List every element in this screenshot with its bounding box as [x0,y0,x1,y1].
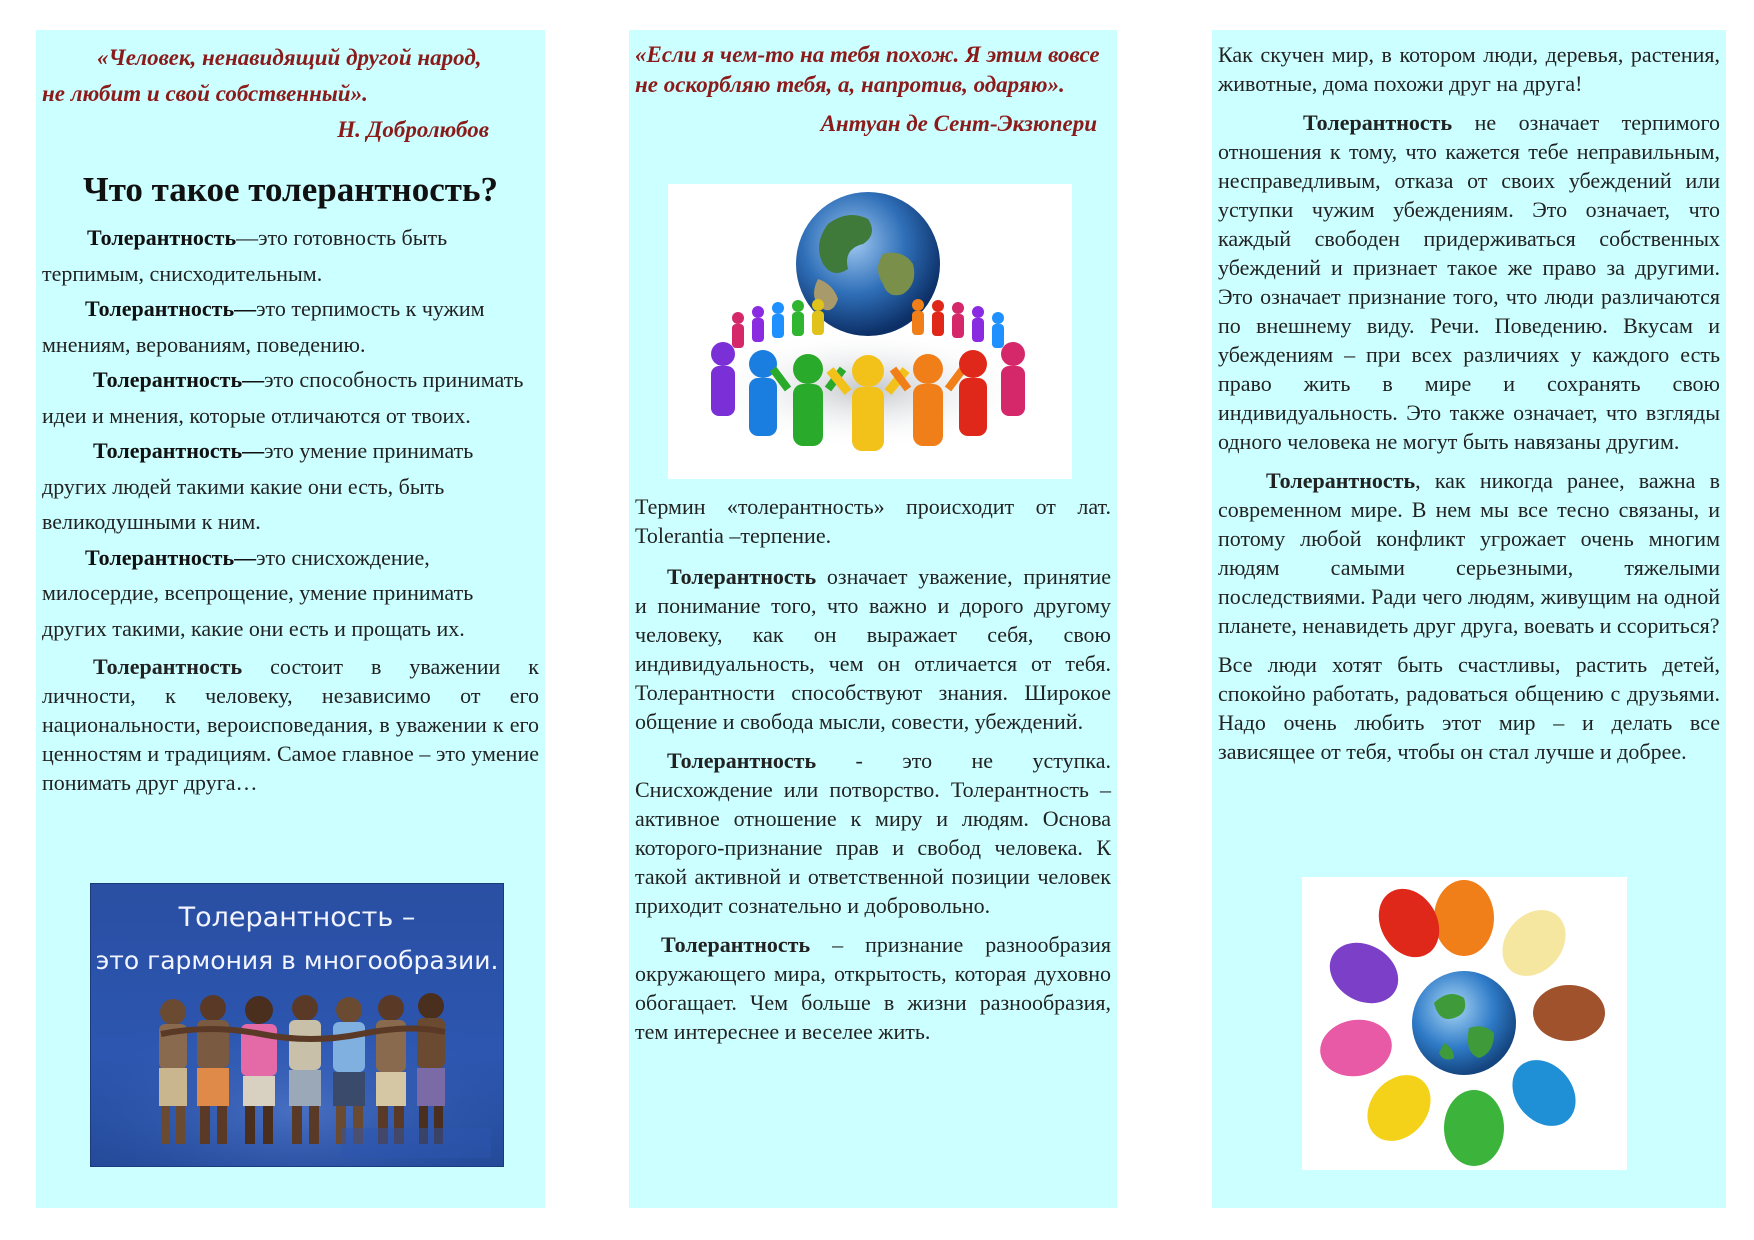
not-concession-text: - это не уступка. Снисхождение или потворство. Толерантность – активное отношение к миру и людям. Основа которого-признание прав и свобод человека. К такой активной и ответственной позиции человек приходит сознательно и добровольно. [635,748,1111,918]
diversity-para [635,930,1111,1046]
definition-para [42,433,539,540]
term-origin-para: Термин «толерантность» происходит от лат. Tolerantia –терпение. [635,494,1111,548]
diversity-text: – признание разнообразия окружающего мира, открытость, которая духовно обогащает. Чем больше в жизни разнообразия, тем интереснее и веселее жить. [635,932,1111,1044]
respect-para [635,562,1111,736]
term-bold: Толерантность [87,225,237,250]
term-bold: Толерантность— [85,296,257,321]
definition-para [42,362,539,433]
children-illustration [91,884,503,1166]
hands-globe-image [1302,877,1627,1170]
definition-para [42,220,539,291]
quote-author: Н. Добролюбов [337,117,489,142]
quote-line-1: «Человек, ненавидящий другой народ, [97,45,482,70]
term-bold: Толерантность— [93,438,265,463]
quote-line-2: не любит и свой собственный». [42,81,368,106]
exupery-author: Антуан де Сент-Экзюпери [820,111,1097,136]
term-bold: Толерантность [667,748,817,773]
definition-text: —это готовность быть терпимым, снисходительным. [42,225,448,286]
term-bold: Толерантность [1303,110,1453,135]
not-concession-para [635,746,1111,920]
globe-illustration [668,184,1072,479]
exupery-quote: «Если я чем-то на тебя похож. Я этим вовсе не оскорбляю тебя, а, напротив, одаряю». [635,42,1100,97]
modern-world-para [1218,466,1720,640]
not-tolerance-text: не означает терпимого отношения к тому, что кажется тебе неправильным, несправедливым, отказа от своих убеждений или уступки чужим убеждениям. Это означает, что каждый свободен придерживаться собственных убеждений и признает такое же право за другими. Это означает признание того, что люди различаются по внешнему виду. Речи. Поведению. Вкусам и убеждениям – при всех различиях у каждого есть право жить в мире и сохранять свою индивидуальность. Это также означает, что взгляды одного человека не могут быть навязаны другим. [1218,110,1720,454]
definition-text: это способность принимать идеи и мнения, которые отличаются от твоих. [42,367,524,428]
definition-para [42,540,539,647]
hands-illustration [1302,877,1627,1170]
term-bold: Толерантность [661,932,811,957]
term-bold: Толерантность— [85,544,257,570]
page-title: Что такое толерантность? [83,170,498,209]
poster-caption-2: это гармония в многообразии. [95,946,499,975]
modern-world-text: , как никогда ранее, важна в современном мире. В нем мы все тесно связаны, и потому любой конфликт угрожает очень многим людям самыми серьезными, тяжелыми последствиями. Ради чего людям, живущим на одной планете, ненавидеть друг друга, воевать и ссориться? [1218,468,1720,638]
children-poster-image [90,883,504,1167]
term-bold: Толерантность [667,564,817,589]
term-bold: Толерантность [93,654,243,679]
not-tolerance-para [1218,108,1720,456]
definition-text: это терпимость к чужим мнениям, верованиям, поведению. [42,296,485,357]
summary-text: состоит в уважении к личности, к человеку, независимо от его национальности, вероисповедания, в уважении к его ценностям и традициям. Самое главное – это умение понимать друг друга… [42,654,539,795]
definition-para [42,291,539,362]
summary-para [42,652,539,797]
respect-text: означает уважение, принятие и понимание того, что важно и дорого другому человеку, как он выражает себя, свою индивидуальность, чем он отличается от тебя. Толерантности способствуют знания. Широкое общение и свобода мысли, совести, убеждений. [635,564,1111,734]
term-bold: Толерантность— [93,367,265,392]
definition-text: это умение принимать других людей такими какие они есть, быть великодушными к ним. [42,438,474,534]
definition-text: это снисхождение, милосердие, всепрощение, умение принимать других такими, какие они есть и прощать их. [42,544,474,641]
globe-people-image [668,184,1072,479]
boring-world-para: Как скучен мир, в котором люди, деревья, растения, животные, дома похожи друг на друга! [1218,42,1720,96]
happiness-para: Все люди хотят быть счастливы, растить детей, спокойно работать, радоваться общению с друзьями. Надо очень любить этот мир – и делать все зависящее от тебя, чтобы он стал лучше и добрее. [1218,652,1720,764]
term-bold: Толерантность [1266,468,1416,493]
poster-caption-1: Толерантность – [178,902,416,933]
